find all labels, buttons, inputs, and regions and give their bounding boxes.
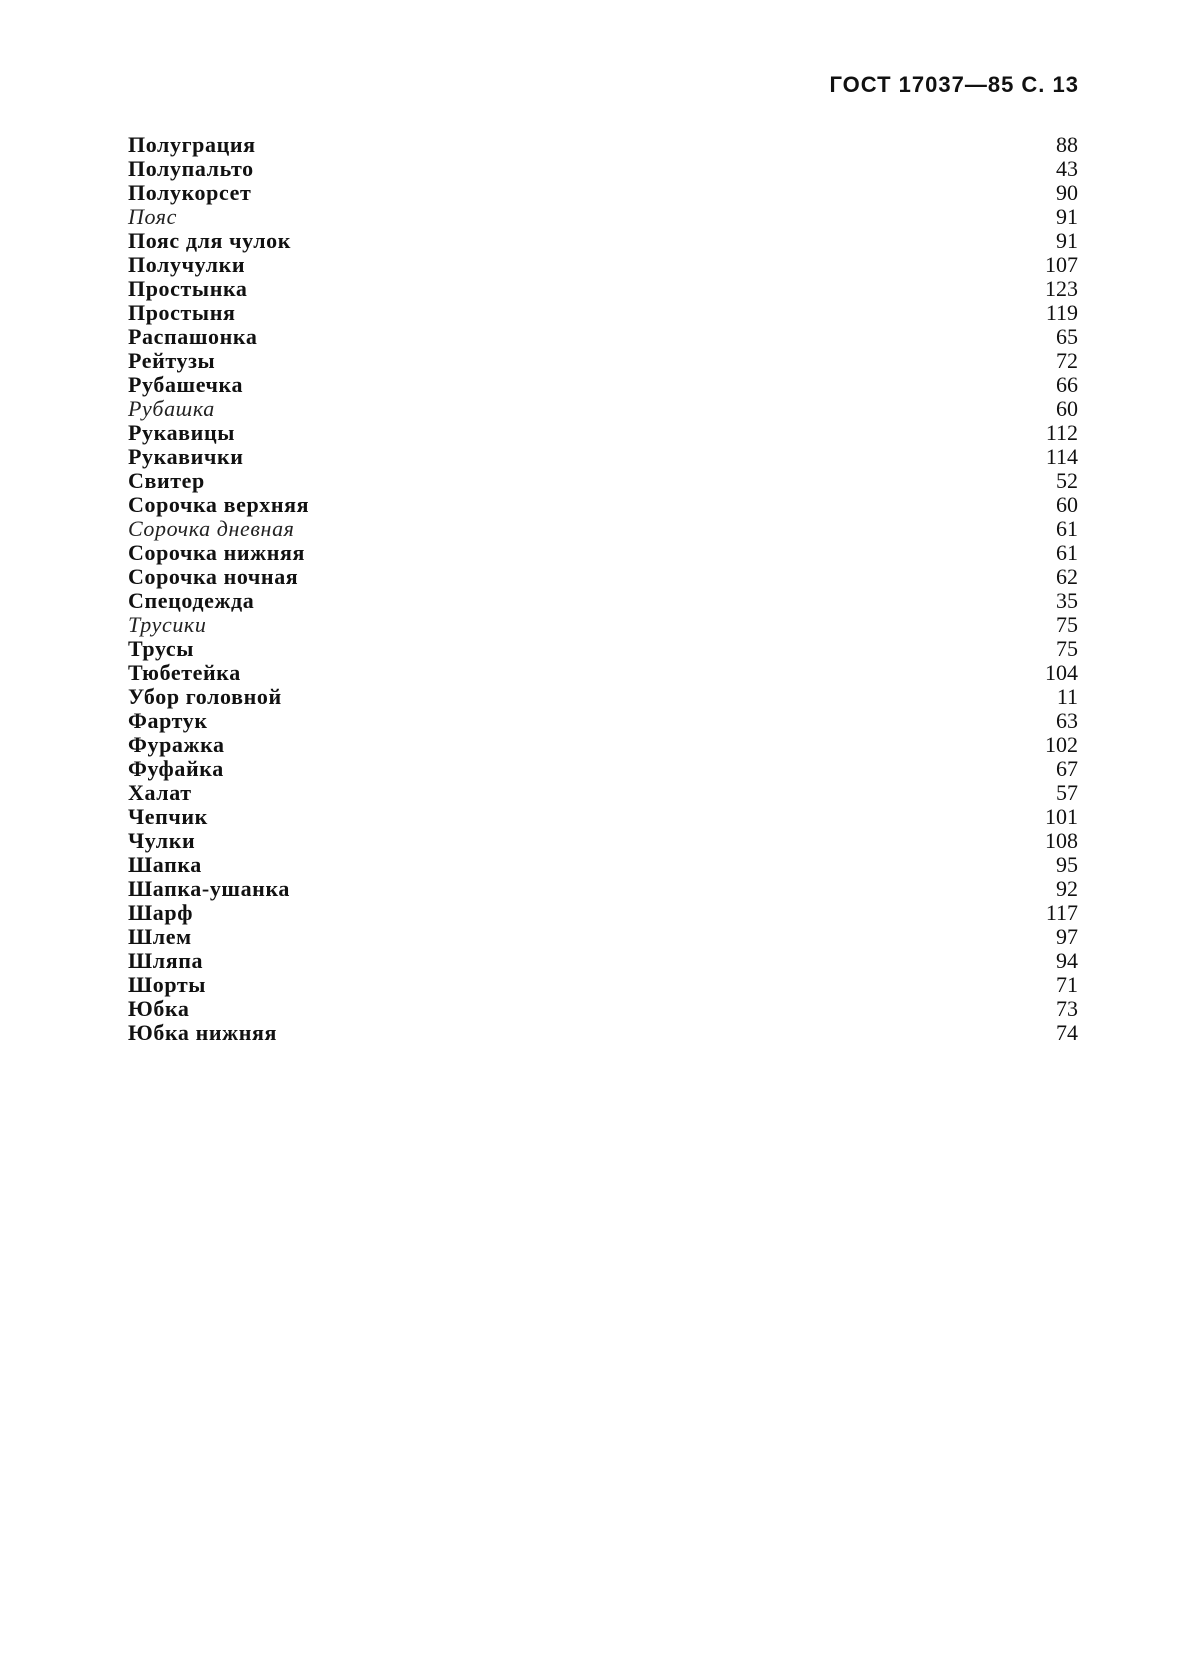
index-term: Получулки — [128, 252, 246, 277]
index-page-number: 52 — [1056, 468, 1078, 493]
index-row — [128, 325, 1078, 349]
index-page-number: 108 — [1045, 828, 1078, 853]
index-term: Шорты — [128, 972, 207, 997]
index-row — [128, 445, 1078, 469]
index-page-number: 35 — [1056, 588, 1078, 613]
index-term: Простыня — [128, 300, 236, 325]
index-page-number: 119 — [1045, 300, 1078, 325]
index-page-number: 57 — [1056, 780, 1078, 805]
index-page-number: 71 — [1056, 972, 1078, 997]
index-row — [128, 133, 1078, 157]
index-term: Тюбетейка — [128, 660, 241, 685]
index-term: Шляпа — [128, 948, 204, 973]
index-term: Простынка — [128, 276, 248, 301]
index-page-number: 112 — [1045, 420, 1078, 445]
index-page-number: 123 — [1045, 276, 1078, 301]
index-row — [128, 925, 1078, 949]
index-term: Полуграция — [128, 132, 256, 157]
index-term: Халат — [128, 780, 192, 805]
index-row — [128, 205, 1078, 229]
index-row — [128, 829, 1078, 853]
index-row — [128, 709, 1078, 733]
index-term: Пояс для чулок — [128, 228, 292, 253]
index-row — [128, 493, 1078, 517]
index-row — [128, 181, 1078, 205]
index-row — [128, 373, 1078, 397]
index-term: Сорочка ночная — [128, 564, 299, 589]
index-page-number: 73 — [1056, 996, 1078, 1021]
index-page-number: 94 — [1056, 948, 1078, 973]
index-row — [128, 517, 1078, 541]
index-row — [128, 997, 1078, 1021]
index-page-number: 95 — [1056, 852, 1078, 877]
index-page-number: 60 — [1056, 396, 1078, 421]
index-row — [128, 277, 1078, 301]
index-term: Полупальто — [128, 156, 254, 181]
index-term: Сорочка нижняя — [128, 540, 305, 565]
index-row — [128, 637, 1078, 661]
index-page-number: 88 — [1056, 132, 1078, 157]
index-term: Сорочка дневная — [128, 516, 295, 541]
index-page-number: 65 — [1056, 324, 1078, 349]
page-header: ГОСТ 17037—85 С. 13 — [829, 72, 1079, 97]
index-page-number: 61 — [1056, 516, 1078, 541]
index-page-number: 74 — [1056, 1020, 1078, 1045]
index-row — [128, 397, 1078, 421]
index-row — [128, 877, 1078, 901]
index-row — [128, 589, 1078, 613]
index-page-number: 62 — [1056, 564, 1078, 589]
index-term: Свитер — [128, 468, 205, 493]
index-page-number: 117 — [1045, 900, 1078, 925]
index-page-number: 107 — [1045, 252, 1078, 277]
index-term: Спецодежда — [128, 588, 255, 613]
index-row — [128, 661, 1078, 685]
index-page-number: 60 — [1056, 492, 1078, 517]
index-page-number: 75 — [1056, 636, 1078, 661]
index-row — [128, 685, 1078, 709]
index-term: Чепчик — [128, 804, 208, 829]
index-term: Рубашка — [128, 396, 215, 421]
index-row — [128, 469, 1078, 493]
index-row — [128, 349, 1078, 373]
index-term: Полукорсет — [128, 180, 252, 205]
index-page-number: 43 — [1056, 156, 1078, 181]
index-term: Фуфайка — [128, 756, 224, 781]
index-term: Трусы — [128, 636, 195, 661]
index-page-number: 61 — [1056, 540, 1078, 565]
index-page-number: 66 — [1056, 372, 1078, 397]
index-page-number: 102 — [1045, 732, 1078, 757]
index-term: Рейтузы — [128, 348, 216, 373]
index-term: Шапка-ушанка — [128, 876, 291, 901]
index-row — [128, 229, 1078, 253]
index-row — [128, 253, 1078, 277]
index-term: Распашонка — [128, 324, 258, 349]
index-list — [128, 133, 1078, 1045]
index-row — [128, 949, 1078, 973]
index-row — [128, 301, 1078, 325]
index-row — [128, 853, 1078, 877]
index-page-number: 11 — [1056, 684, 1078, 709]
index-term: Сорочка верхняя — [128, 492, 310, 517]
index-term: Чулки — [128, 828, 196, 853]
index-row — [128, 901, 1078, 925]
index-row — [128, 565, 1078, 589]
index-page-number: 104 — [1045, 660, 1078, 685]
index-page-number: 101 — [1045, 804, 1078, 829]
index-term: Фуражка — [128, 732, 225, 757]
index-row — [128, 541, 1078, 565]
index-term: Рубашечка — [128, 372, 244, 397]
index-page-number: 91 — [1056, 228, 1078, 253]
index-row — [128, 733, 1078, 757]
index-term: Рукавицы — [128, 420, 235, 445]
index-page-number: 67 — [1056, 756, 1078, 781]
index-term: Шапка — [128, 852, 202, 877]
index-row — [128, 1021, 1078, 1045]
index-term: Пояс — [128, 204, 177, 229]
index-row — [128, 757, 1078, 781]
index-term: Фартук — [128, 708, 208, 733]
index-page-number: 72 — [1056, 348, 1078, 373]
index-term: Убор головной — [128, 684, 282, 709]
index-term: Рукавички — [128, 444, 244, 469]
index-row — [128, 805, 1078, 829]
index-term: Юбка — [128, 996, 190, 1021]
index-row — [128, 973, 1078, 997]
index-term: Юбка нижняя — [128, 1020, 277, 1045]
index-page-number: 97 — [1056, 924, 1078, 949]
index-row — [128, 781, 1078, 805]
index-page-number: 91 — [1056, 204, 1078, 229]
index-page-number: 90 — [1056, 180, 1078, 205]
index-term: Трусики — [128, 612, 207, 637]
index-row — [128, 421, 1078, 445]
index-page-number: 92 — [1056, 876, 1078, 901]
index-page-number: 75 — [1056, 612, 1078, 637]
index-row — [128, 613, 1078, 637]
index-term: Шарф — [128, 900, 194, 925]
index-row — [128, 157, 1078, 181]
index-page-number: 114 — [1045, 444, 1078, 469]
index-page-number: 63 — [1056, 708, 1078, 733]
index-term: Шлем — [128, 924, 192, 949]
